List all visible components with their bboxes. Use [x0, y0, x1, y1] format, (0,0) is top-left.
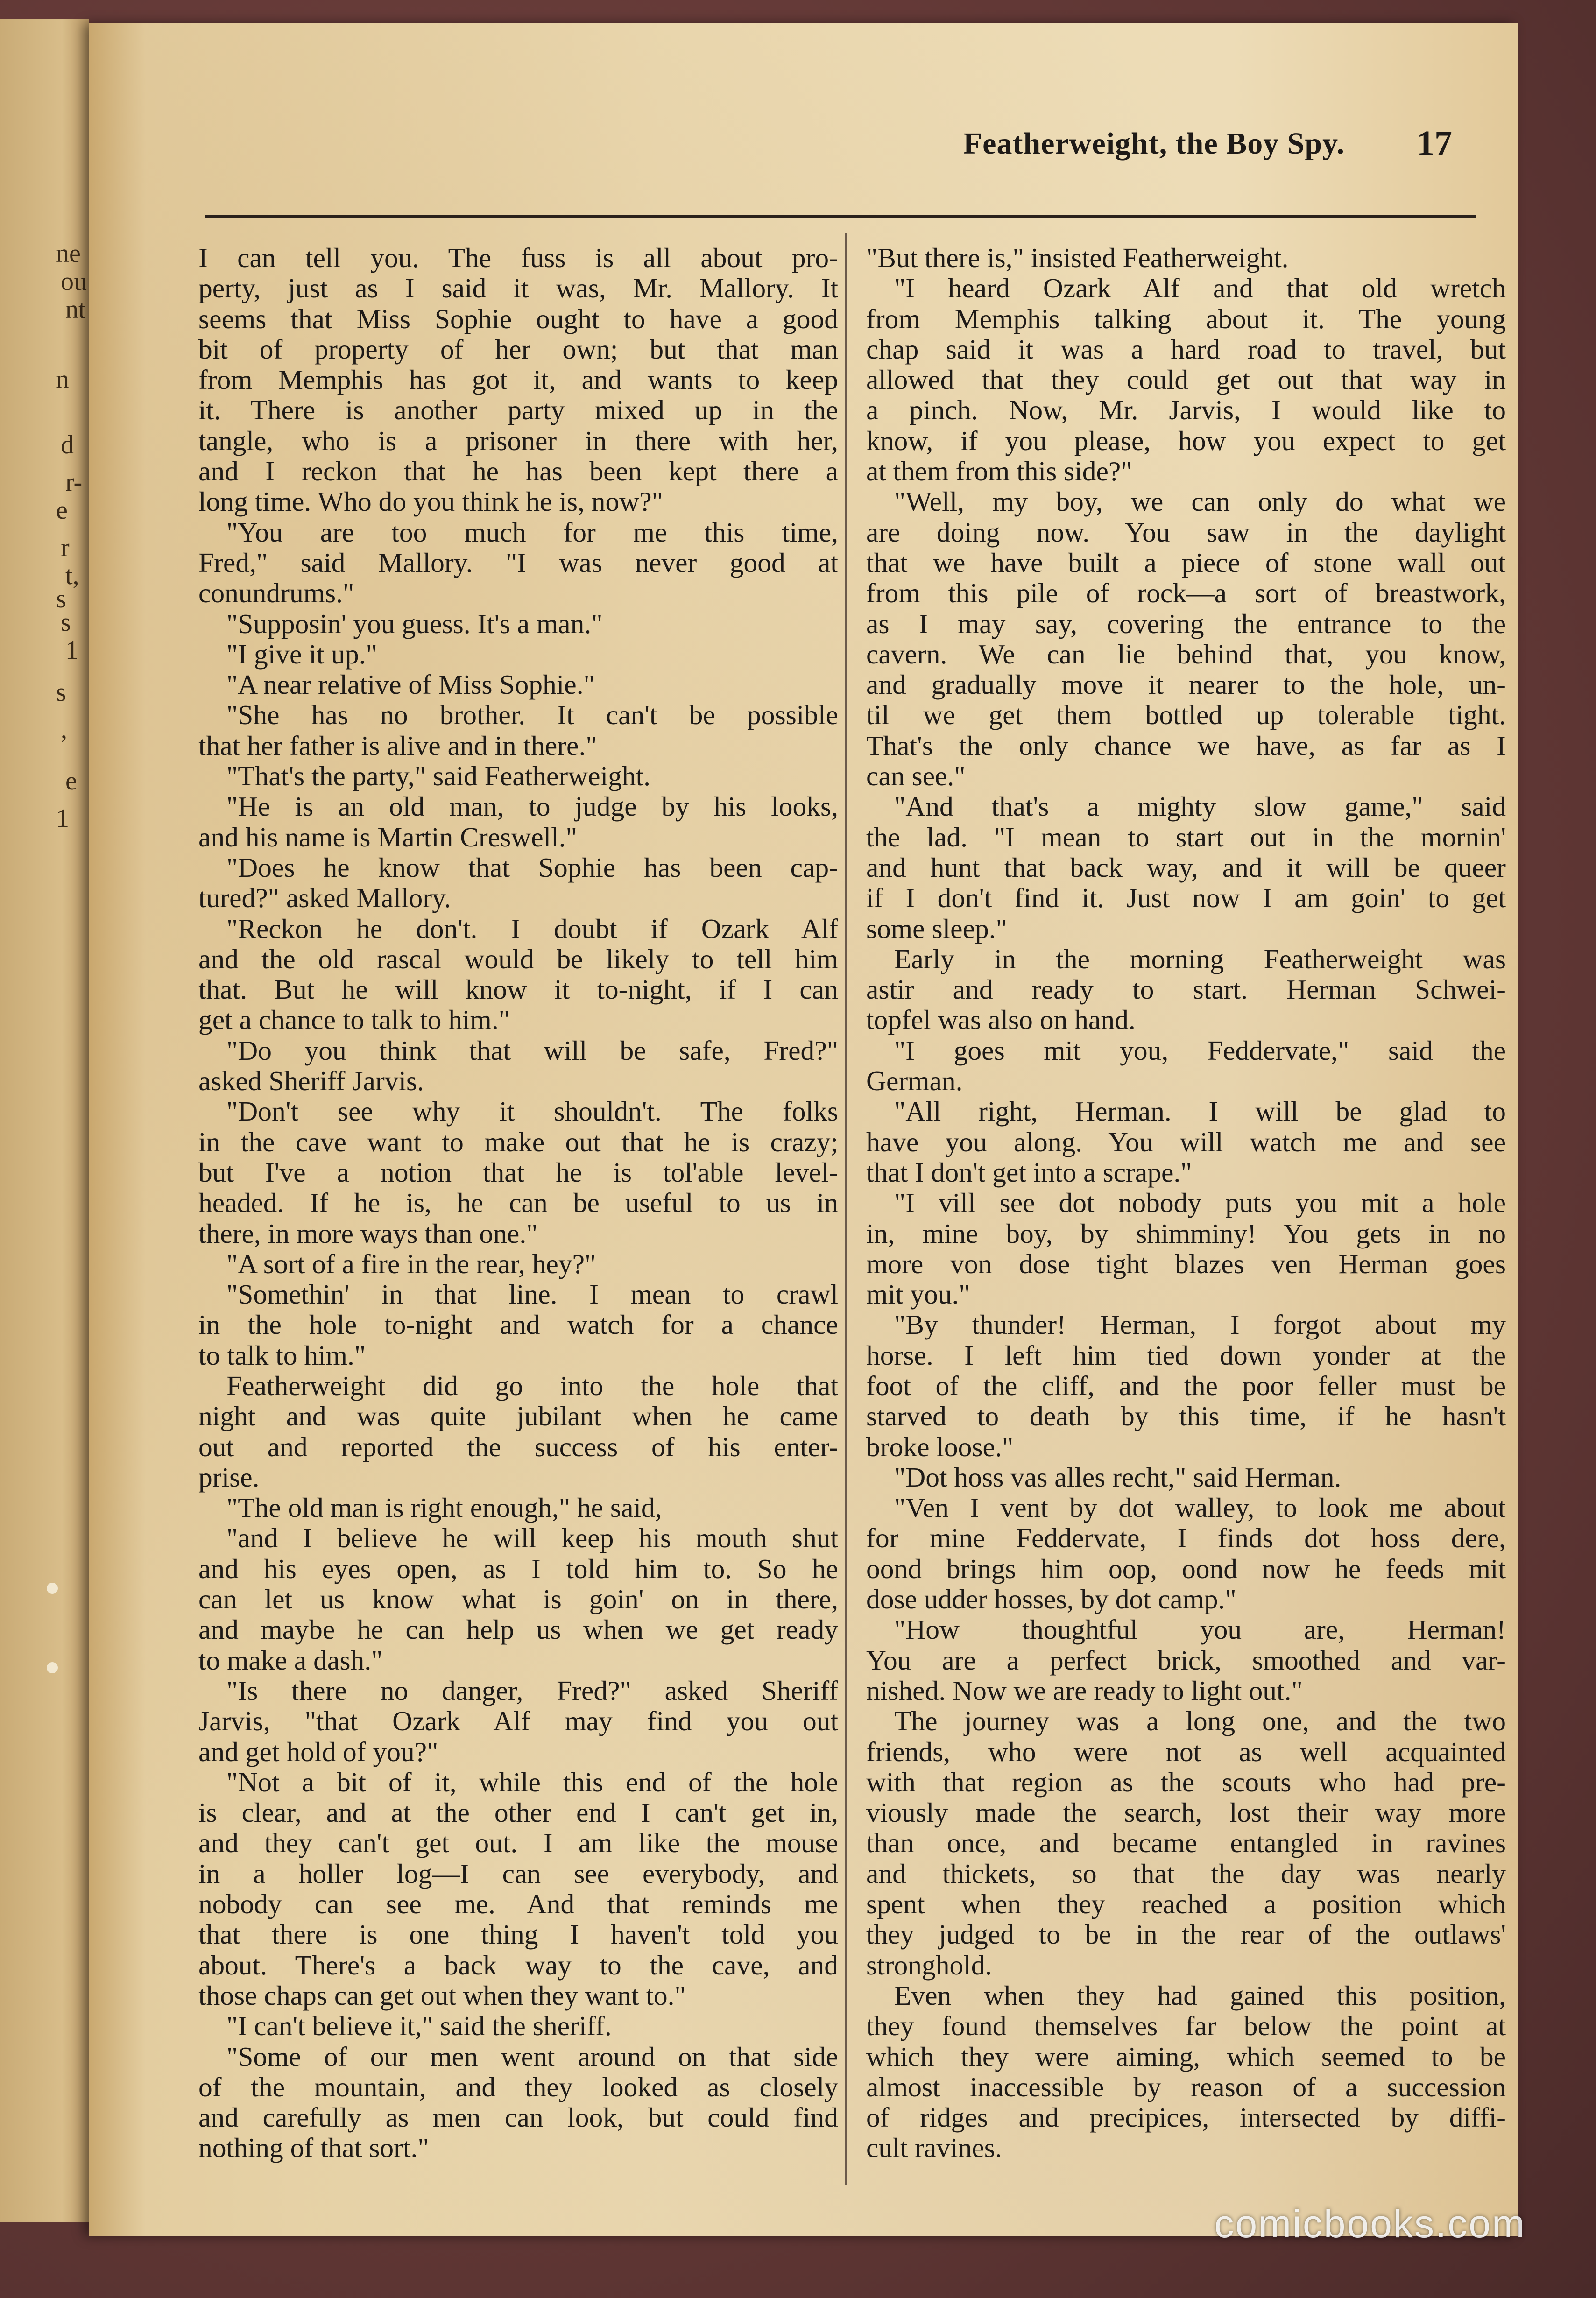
text-line: cult ravines. [866, 2133, 1002, 2164]
text-line: "I heard Ozark Alf and that old wretch [894, 273, 1506, 304]
text-line: more von dose tight blazes ven Herman goes [866, 1248, 1506, 1279]
text-line: You are a perfect brick, smoothed and var- [866, 1645, 1506, 1676]
text-line: with that region as the scouts who had pre- [866, 1767, 1506, 1798]
text-line: night and was quite jubilant when he came [198, 1401, 838, 1432]
text-line: starved to death by this time, if he hasn't [866, 1401, 1506, 1432]
text-line: out and reported the success of his enter- [198, 1431, 838, 1462]
text-line: of the mountain, and they looked as closely [198, 2072, 838, 2102]
text-line: and carefully as men can look, but could find [198, 2102, 838, 2133]
page-number: 17 [1417, 124, 1452, 163]
text-line: they judged to be in the rear of the outlaws' [866, 1919, 1506, 1950]
text-line: I can tell you. The fuss is all about pro- [198, 243, 838, 273]
previous-page-edge [0, 19, 89, 2222]
previous-page-text-fragment: , [61, 715, 67, 744]
text-line: from Memphis talking about it. The young [866, 303, 1506, 334]
text-line: that. But he will know it to-night, if I can [198, 974, 838, 1005]
text-line: dose udder hosses, by dot camp." [866, 1584, 1236, 1615]
text-line: spent when they reached a position which [866, 1889, 1506, 1920]
text-line: Fred," said Mallory. "I was never good at [198, 547, 838, 578]
text-line: Jarvis, "that Ozark Alf may find you out [198, 1706, 838, 1737]
text-line: and they can't get out. I am like the mouse [198, 1828, 838, 1859]
text-line: The journey was a long one, and the two [894, 1706, 1506, 1737]
previous-page-text-fragment: 1 [65, 636, 78, 665]
text-line: "Well, my boy, we can only do what we [894, 486, 1506, 517]
previous-page-text-fragment: t, [65, 561, 79, 590]
text-line: which they were aiming, which seemed to be [866, 2041, 1506, 2072]
book-page [89, 23, 1518, 2236]
text-line: and thickets, so that the day was nearly [866, 1858, 1506, 1889]
previous-page-text-fragment: s [61, 608, 71, 637]
text-line: "I can't believe it," said the sheriff. [226, 2011, 612, 2042]
text-line: there, in more ways than one." [198, 1218, 538, 1249]
previous-page-text-fragment: e [56, 496, 68, 525]
text-line: if I don't find it. Just now I am goin' to get [866, 883, 1506, 914]
text-line: tured?" asked Mallory. [198, 883, 451, 914]
text-line: nobody can see me. And that reminds me [198, 1889, 838, 1920]
text-line: topfel was also on hand. [866, 1005, 1136, 1036]
watermark: comicbooks.com [1214, 2202, 1526, 2246]
text-line: nished. Now we are ready to light out." [866, 1675, 1303, 1706]
text-line: of ridges and precipices, intersected by diffi- [866, 2102, 1506, 2133]
text-line: "You are too much for me this time, [226, 517, 838, 548]
text-line: "How thoughtful you are, Herman! [894, 1614, 1506, 1645]
text-line: Even when they had gained this position, [894, 1980, 1506, 2011]
text-line: that her father is alive and in there." [198, 730, 597, 761]
text-line: allowed that they could get out that way in [866, 365, 1506, 395]
previous-page-text-fragment: d [61, 430, 74, 459]
text-line: for mine Feddervate, I finds dot hoss dere, [866, 1523, 1506, 1554]
text-line: stronghold. [866, 1950, 992, 1981]
text-line: seems that Miss Sophie ought to have a good [198, 303, 838, 334]
text-line: some sleep." [866, 913, 1007, 944]
text-line: from Memphis has got it, and wants to keep [198, 365, 838, 395]
text-line: and the old rascal would be likely to tell him [198, 944, 838, 974]
text-line: in the cave want to make out that he is crazy; [198, 1127, 838, 1157]
text-line: chap said it was a hard road to travel, but [866, 334, 1506, 365]
column-divider [845, 233, 847, 2185]
text-line: nothing of that sort." [198, 2133, 429, 2164]
text-line: perty, just as I said it was, Mr. Mallory. It [198, 273, 838, 304]
binding-hole [47, 1662, 58, 1673]
text-line: as I may say, covering the entrance to the [866, 608, 1506, 639]
text-line: "Reckon he don't. I doubt if Ozark Alf [226, 913, 838, 944]
text-line: "I goes mit you, Feddervate," said the [894, 1035, 1506, 1066]
text-line: those chaps can get out when they want to." [198, 1980, 686, 2011]
previous-page-text-fragment: ne [56, 239, 81, 268]
text-line: that there is one thing I haven't told you [198, 1919, 838, 1950]
text-line: bit of property of her own; but that man [198, 334, 838, 365]
text-line: and his name is Martin Creswell." [198, 822, 577, 853]
text-line: to make a dash." [198, 1645, 383, 1676]
text-line: long time. Who do you think he is, now?" [198, 486, 663, 517]
text-line: in the hole to-night and watch for a chance [198, 1310, 838, 1340]
text-line: "A sort of a fire in the rear, hey?" [226, 1248, 596, 1279]
previous-page-text-fragment: r- [65, 468, 83, 497]
previous-page-text-fragment: ou [61, 267, 87, 296]
running-head: Featherweight, the Boy Spy. [963, 127, 1345, 161]
text-line: Featherweight did go into the hole that [226, 1370, 838, 1401]
text-line: Early in the morning Featherweight was [894, 944, 1506, 974]
text-line: prise. [198, 1462, 260, 1493]
text-line: "and I believe he will keep his mouth shut [226, 1523, 838, 1554]
text-line: "I give it up." [226, 639, 377, 670]
text-line: "Somethin' in that line. I mean to crawl [226, 1279, 838, 1310]
text-line: is clear, and at the other end I can't get in, [198, 1798, 838, 1828]
text-line: "Don't see why it shouldn't. The folks [226, 1096, 838, 1127]
text-line: and gradually move it nearer to the hole, un- [866, 670, 1506, 700]
text-line: oond brings him oop, oond now he feeds mit [866, 1553, 1506, 1584]
text-line: headed. If he is, he can be useful to us in [198, 1188, 838, 1219]
text-line: asked Sheriff Jarvis. [198, 1066, 424, 1097]
text-line: horse. I left him tied down yonder at the [866, 1340, 1506, 1371]
text-line: from this pile of rock—a sort of breastwork, [866, 578, 1506, 609]
text-line: in a holler log—I can see everybody, and [198, 1858, 838, 1889]
text-line: know, if you please, how you expect to get [866, 425, 1506, 456]
text-line: "A near relative of Miss Sophie." [226, 670, 595, 700]
text-line: about. There's a back way to the cave, and [198, 1950, 838, 1981]
text-line: mit you." [866, 1279, 970, 1310]
text-line: and hunt that back way, and it will be queer [866, 852, 1506, 883]
text-line: "But there is," insisted Featherweight. [866, 243, 1289, 273]
text-line: "Dot hoss vas alles recht," said Herman. [894, 1462, 1342, 1493]
text-line: "Not a bit of it, while this end of the hole [226, 1767, 838, 1798]
text-line: German. [866, 1066, 963, 1097]
previous-page-text-fragment: r [61, 533, 70, 562]
text-line: it. There is another party mixed up in the [198, 395, 838, 426]
text-line: to talk to him." [198, 1340, 366, 1371]
header-rule [205, 215, 1476, 218]
text-line: astir and ready to start. Herman Schwei- [866, 974, 1506, 1005]
text-line: and I reckon that he has been kept there a [198, 456, 838, 487]
text-line: "By thunder! Herman, I forgot about my [894, 1310, 1506, 1340]
right-column [866, 243, 1506, 2164]
previous-page-text-fragment: n [56, 365, 69, 394]
text-line: "She has no brother. It can't be possible [226, 700, 838, 731]
binding-hole [47, 1583, 58, 1594]
text-line: have you along. You will watch me and see [866, 1127, 1506, 1157]
text-line: til we get them bottled up tolerable tight. [866, 700, 1506, 731]
previous-page-text-fragment: s [56, 678, 66, 707]
text-line: can see." [866, 761, 966, 792]
text-line: but I've a notion that he is tol'able level- [198, 1157, 838, 1188]
text-line: and get hold of you?" [198, 1736, 438, 1767]
text-line: than once, and became entangled in ravines [866, 1828, 1506, 1859]
text-line: "The old man is right enough," he said, [226, 1493, 662, 1523]
text-line: "Some of our men went around on that side [226, 2041, 838, 2072]
text-line: That's the only chance we have, as far as I [866, 730, 1506, 761]
previous-page-text-fragment: nt [65, 295, 86, 324]
text-line: "Ven I vent by dot walley, to look me about [894, 1493, 1506, 1523]
text-line: and his eyes open, as I told him to. So he [198, 1553, 838, 1584]
text-line: almost inaccessible by reason of a succession [866, 2072, 1506, 2102]
text-line: at them from this side?" [866, 456, 1132, 487]
text-line: foot of the cliff, and the poor feller must be [866, 1370, 1506, 1401]
text-line: "Do you think that will be safe, Fred?" [226, 1035, 838, 1066]
left-column [198, 243, 838, 2164]
text-line: "And that's a mighty slow game," said [894, 791, 1506, 822]
text-line: get a chance to talk to him." [198, 1005, 510, 1036]
text-line: a pinch. Now, Mr. Jarvis, I would like to [866, 395, 1506, 426]
previous-page-text-fragment: s [56, 585, 66, 613]
previous-page-text-fragment: e [65, 767, 77, 796]
text-line: "All right, Herman. I will be glad to [894, 1096, 1506, 1127]
text-line: broke loose." [866, 1431, 1014, 1462]
text-line: tangle, who is a prisoner in there with her, [198, 425, 838, 456]
text-line: conundrums." [198, 578, 354, 609]
text-line: "Supposin' you guess. It's a man." [226, 608, 603, 639]
text-line: "I vill see dot nobody puts you mit a hole [894, 1188, 1506, 1219]
text-line: that I don't get into a scrape." [866, 1157, 1192, 1188]
text-line: cavern. We can lie behind that, you know, [866, 639, 1506, 670]
text-line: the lad. "I mean to start out in the mornin' [866, 822, 1506, 853]
text-line: friends, who were not as well acquainted [866, 1736, 1506, 1767]
text-line: they found themselves far below the point at [866, 2011, 1506, 2042]
text-line: that we have built a piece of stone wall out [866, 547, 1506, 578]
previous-page-text-fragment: 1 [56, 804, 69, 833]
page-header [205, 126, 1466, 177]
text-line: and maybe he can help us when we get ready [198, 1614, 838, 1645]
text-line: "He is an old man, to judge by his looks, [226, 791, 838, 822]
text-line: in, mine boy, by shimminy! You gets in no [866, 1218, 1506, 1249]
text-line: "That's the party," said Featherweight. [226, 761, 651, 792]
text-line: can let us know what is goin' on in there, [198, 1584, 838, 1615]
text-line: are doing now. You saw in the daylight [866, 517, 1506, 548]
text-line: viously made the search, lost their way more [866, 1798, 1506, 1828]
text-line: "Is there no danger, Fred?" asked Sheriff [226, 1675, 838, 1706]
text-line: "Does he know that Sophie has been cap- [226, 852, 838, 883]
